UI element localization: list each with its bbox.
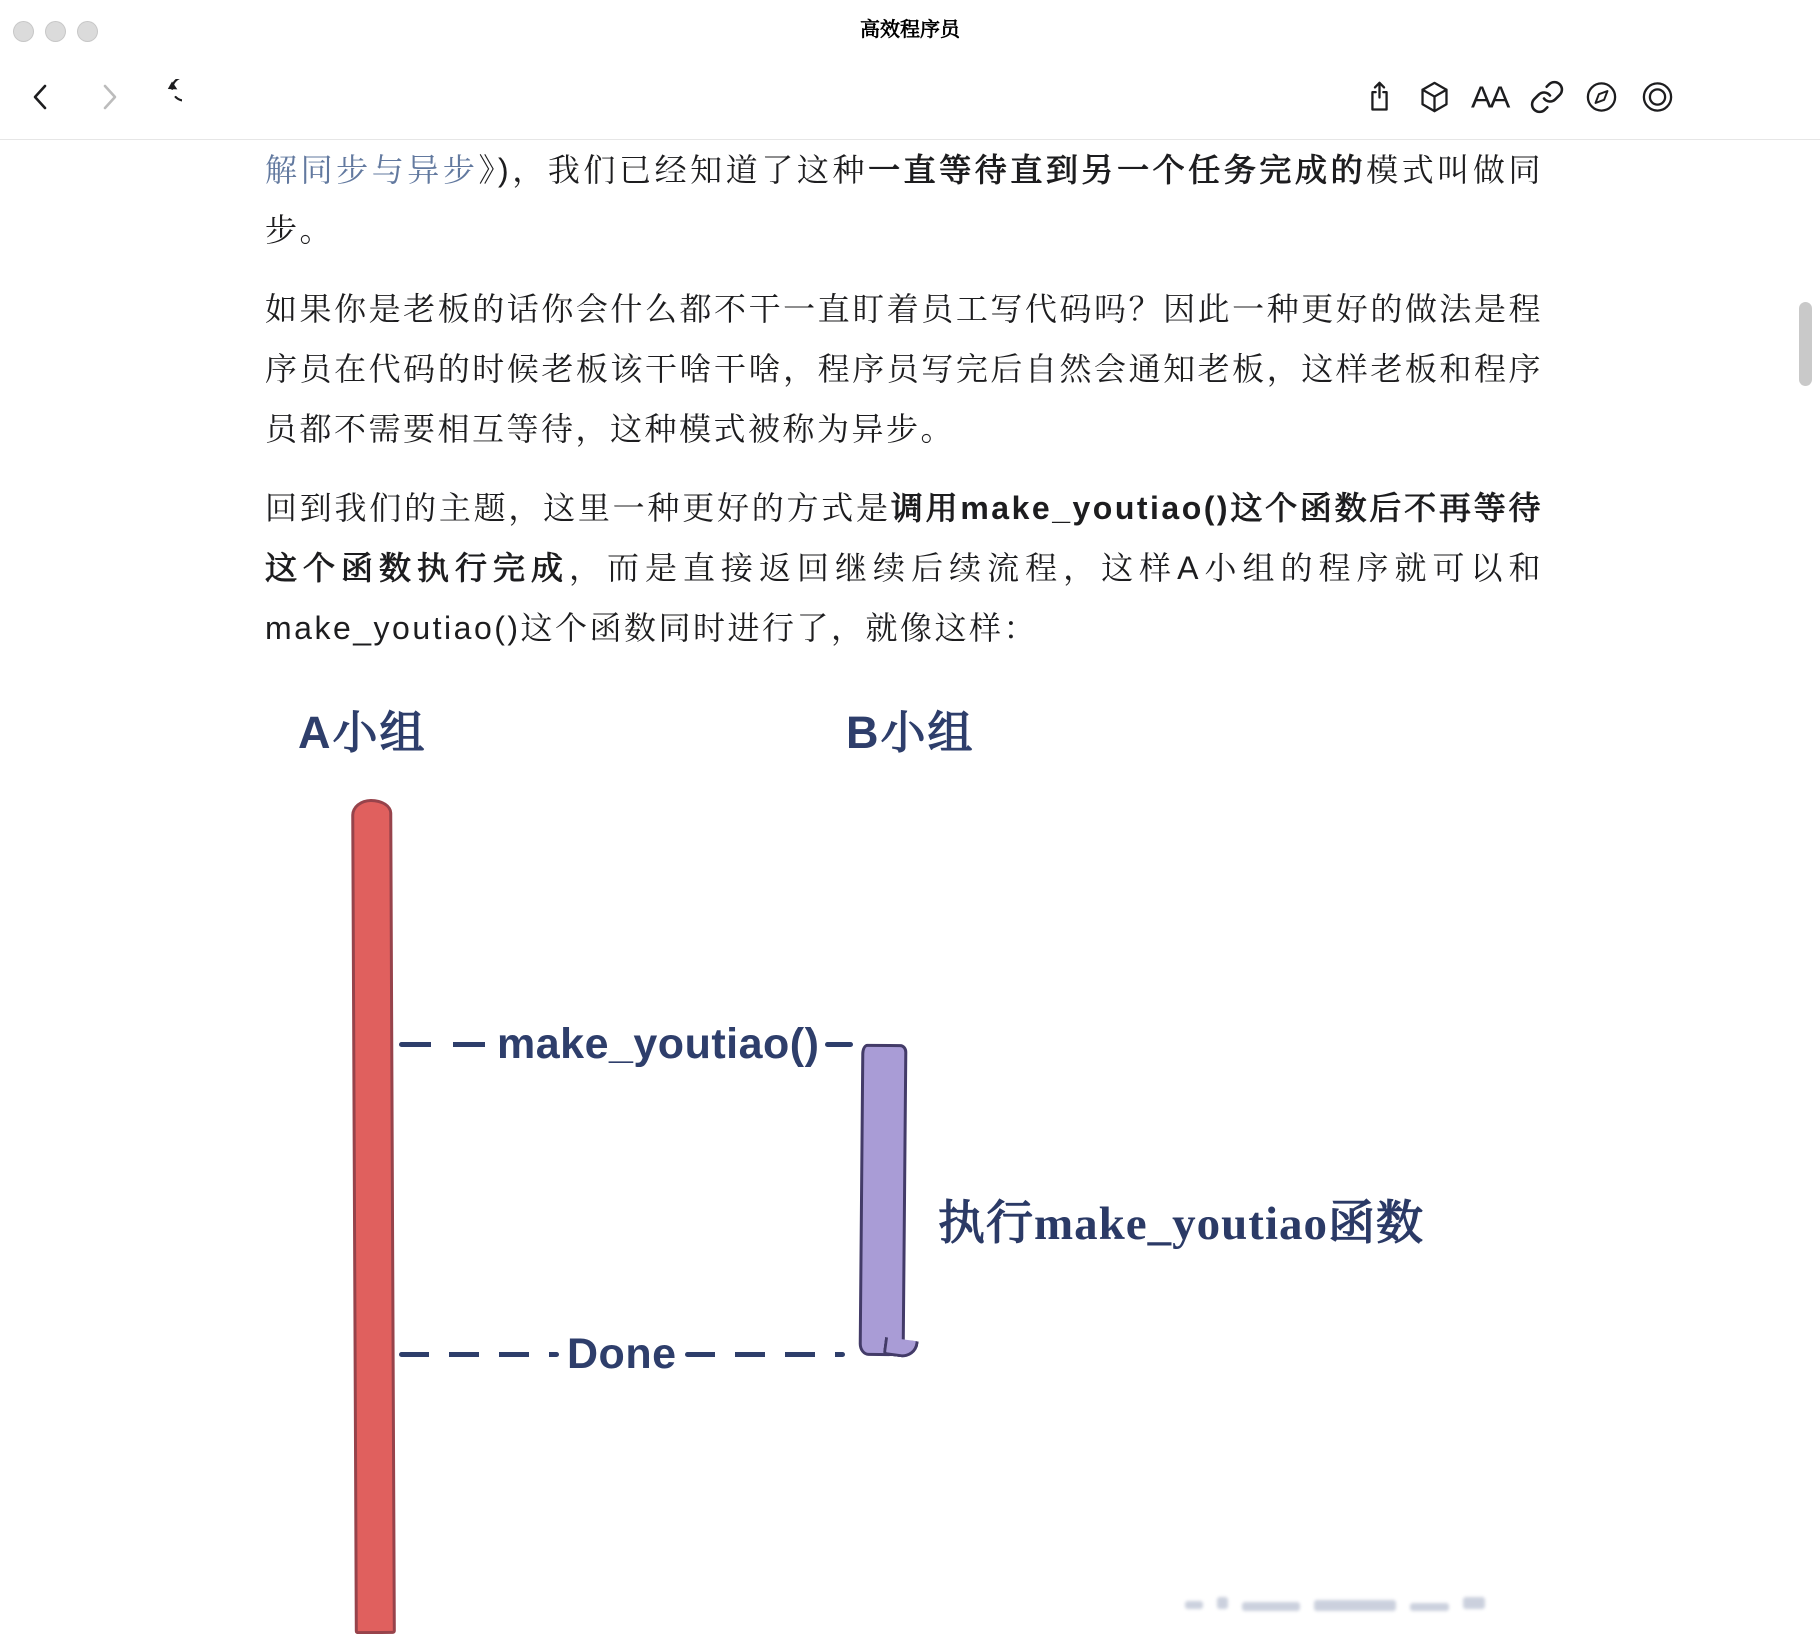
call-label: make_youtiao()	[497, 1019, 820, 1068]
dash-segment	[399, 1352, 559, 1357]
lane-b-bar	[859, 1044, 908, 1356]
text-size-icon: AA	[1471, 79, 1509, 115]
target-button[interactable]	[1639, 79, 1676, 116]
back-chevron-icon	[24, 80, 58, 114]
paragraph-boss: 如果你是老板的话你会什么都不干一直盯着员工写代码吗？因此一种更好的做法是程序员在代码的时候老板该干啥干啥，程序员写完后自然会通知老板，这样老板和程序员都不需要相互等待，这种模式被称为异步。	[265, 291, 1543, 447]
window-title: 高效程序员	[860, 19, 960, 41]
toolbar	[0, 55, 1820, 140]
lane-a-label: A小组	[298, 707, 427, 758]
call-arrow	[399, 1016, 853, 1072]
para1-text: 》)，我们已经知道了这种	[478, 152, 869, 188]
share-button[interactable]	[1361, 79, 1398, 116]
paragraph-sync	[265, 140, 1543, 260]
exec-label: 执行make_youtiao函数	[938, 1198, 1424, 1250]
titlebar	[0, 0, 1820, 55]
forward-button[interactable]	[92, 80, 126, 114]
sync-async-link[interactable]: 解同步与异步	[265, 152, 479, 188]
article	[265, 140, 1543, 677]
link-icon	[1529, 79, 1565, 115]
link-button[interactable]	[1529, 79, 1565, 115]
dash-segment	[685, 1352, 845, 1357]
reload-icon	[146, 79, 182, 115]
compass-icon	[1583, 79, 1620, 116]
back-button[interactable]	[24, 80, 58, 114]
lane-a-bar	[351, 799, 396, 1634]
scrollbar-thumb[interactable]	[1799, 302, 1812, 386]
share-icon	[1361, 79, 1398, 116]
reader-view-button[interactable]	[1416, 79, 1453, 116]
reload-button[interactable]	[146, 79, 182, 115]
para1-tail: 模式叫做同步。	[265, 152, 1543, 248]
cube-icon	[1416, 79, 1453, 116]
done-label: Done	[567, 1329, 677, 1378]
target-icon	[1639, 79, 1676, 116]
compass-button[interactable]	[1583, 79, 1620, 116]
para3-bold: 调用make_youtiao()这个函数后不再等待这个函数执行完成	[265, 490, 1543, 586]
dash-segment	[399, 1042, 489, 1047]
para3-tail: ，而是直接返回继续后续流程，这样A小组的程序就可以和make_youtiao()这个函数同时进行了，就像这样：	[265, 550, 1543, 646]
done-arrow	[399, 1326, 845, 1382]
text-size-button[interactable]	[1471, 79, 1509, 115]
para1-bold: 一直等待直到另一个任务完成的	[868, 152, 1367, 188]
para3-lead: 回到我们的主题，这里一种更好的方式是	[265, 490, 891, 526]
paragraph-topic	[265, 478, 1543, 658]
lane-b-label: B小组	[846, 707, 975, 758]
cropped-diagram-fragment	[1185, 1597, 1485, 1614]
forward-chevron-icon	[92, 80, 126, 114]
dash-segment	[825, 1042, 853, 1047]
